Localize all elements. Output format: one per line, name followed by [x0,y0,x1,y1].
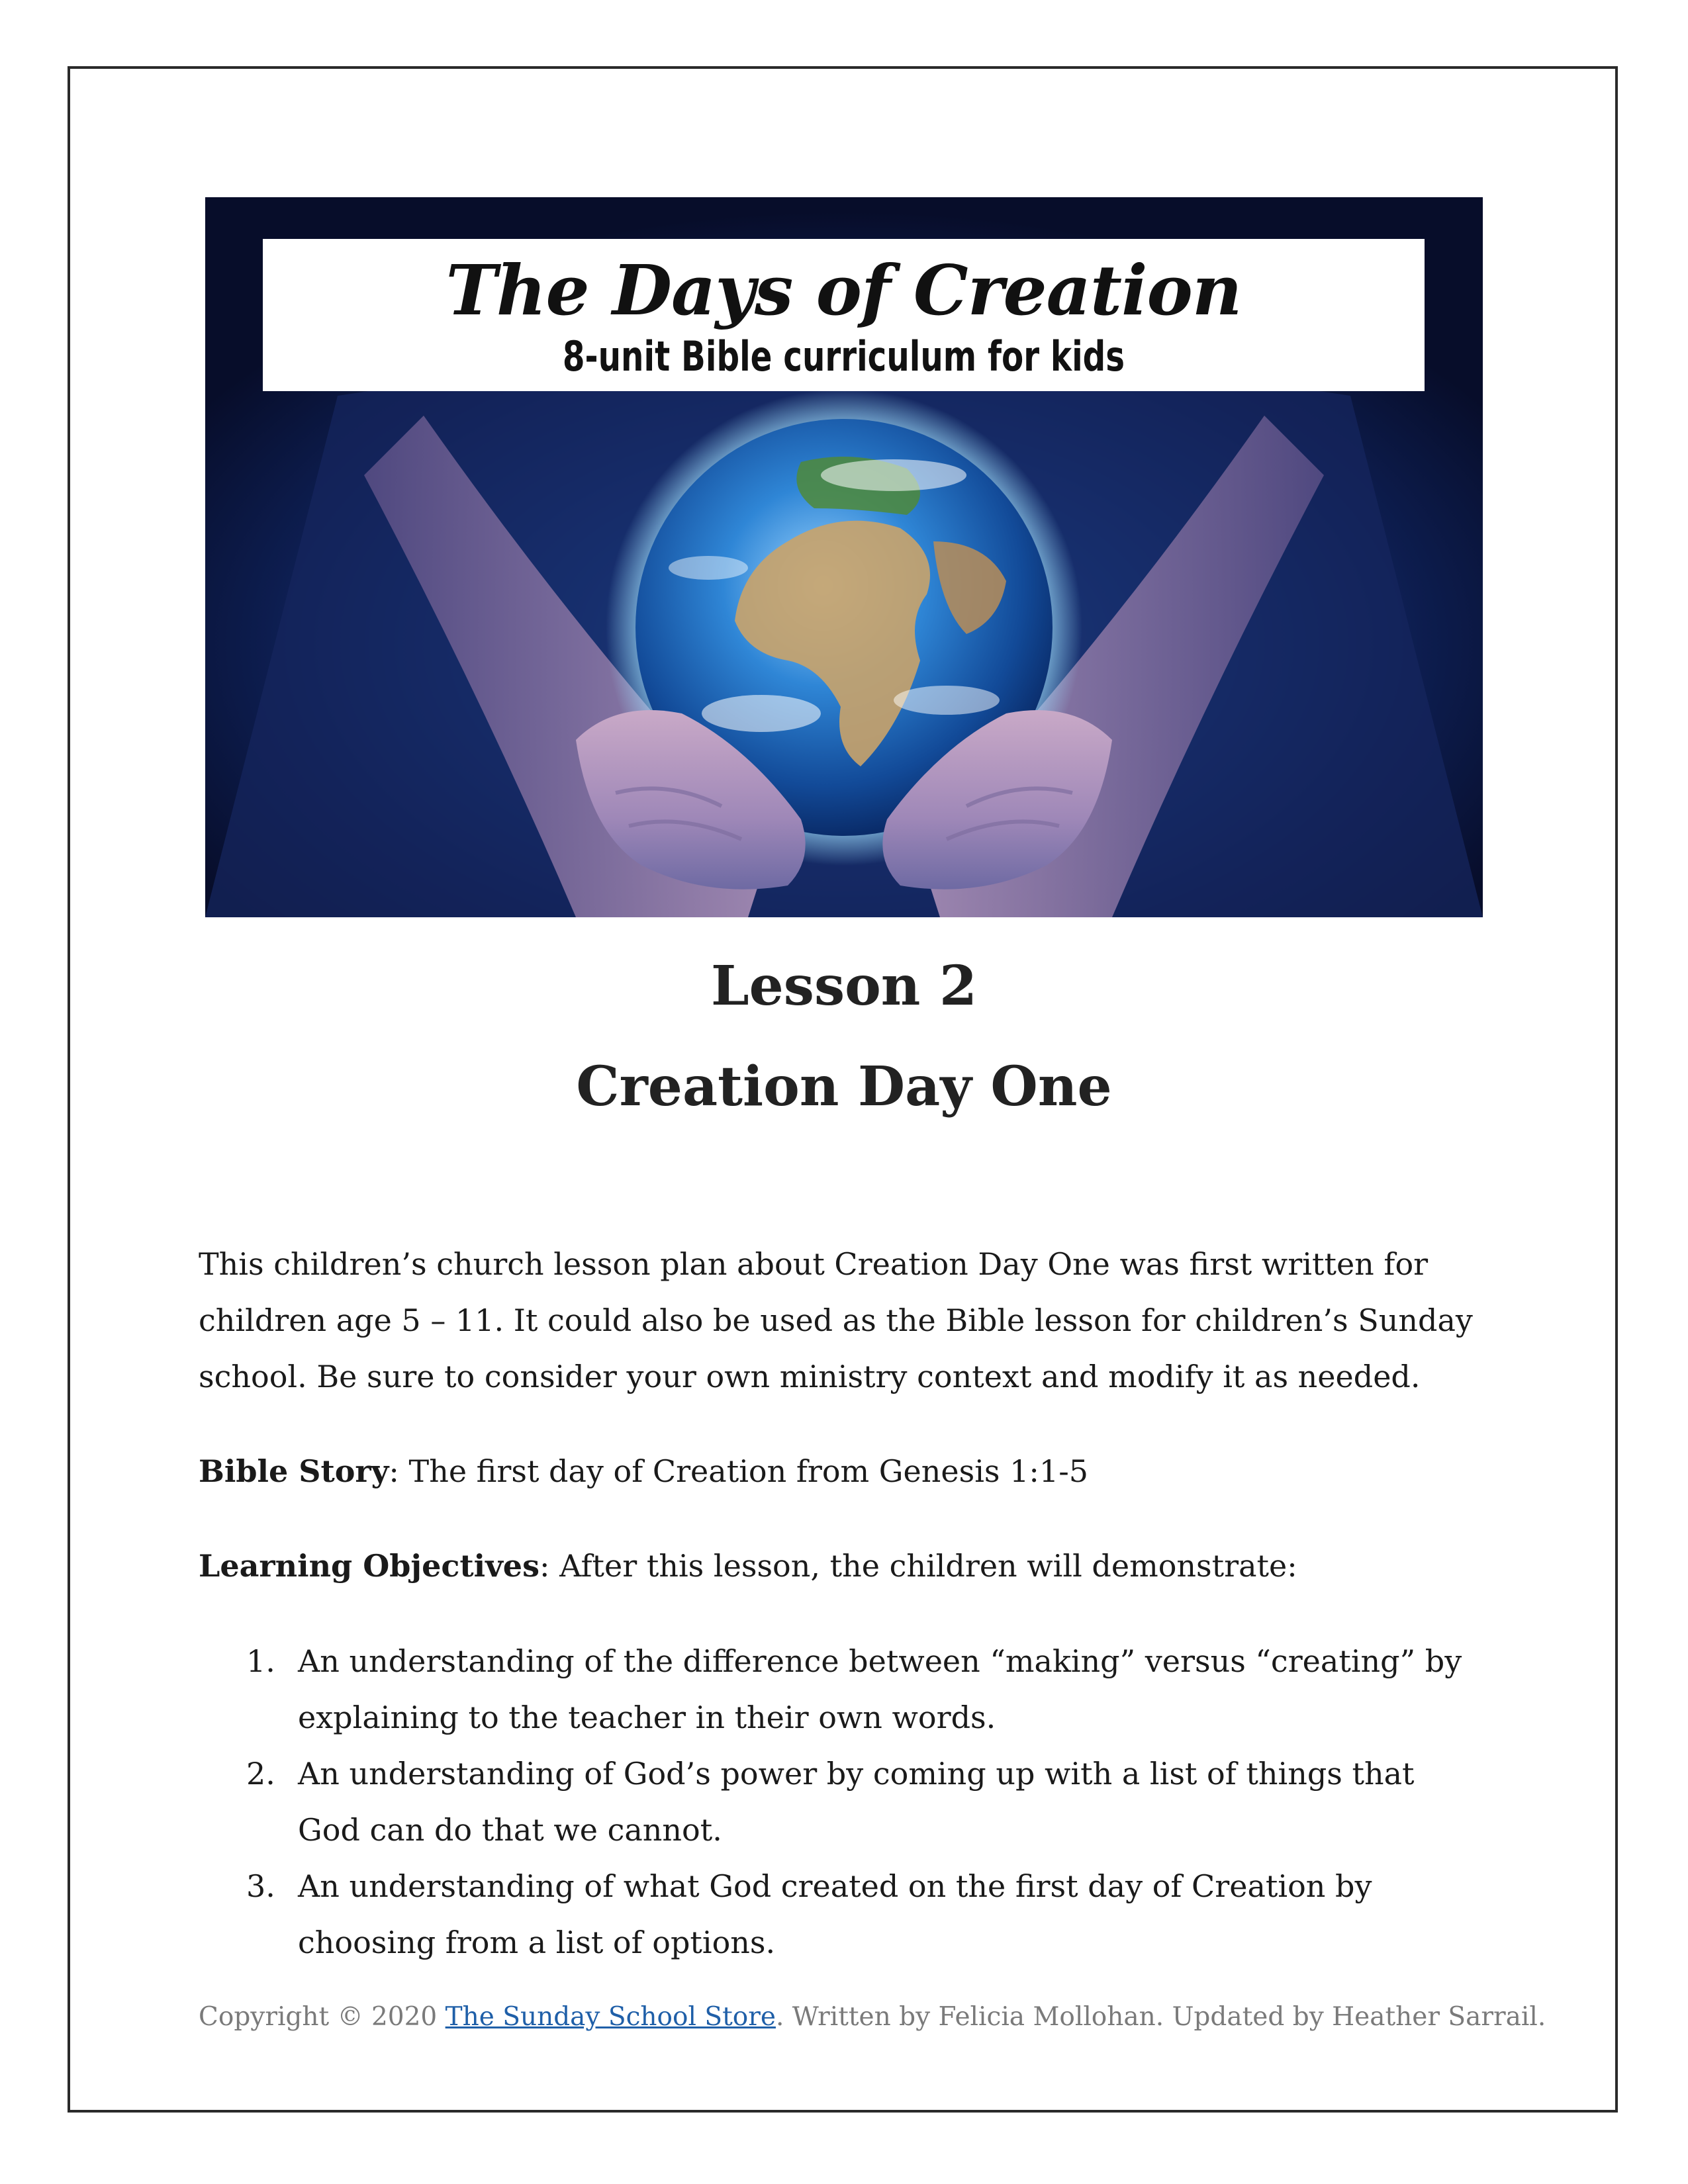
copyright-prefix: Copyright © 2020 [199,2002,445,2032]
bible-story [199,1443,1483,1500]
list-item-number: 1. [246,1643,275,1679]
hero-image [205,197,1483,917]
intro-paragraph: This children’s church lesson plan about Creation Day One was first written for children age 5 – 11. It could also be used as the Bible lesson for children’s Sunday school. Be sure to consider your own ministry context and modify it as needed. [199,1246,1473,1394]
list-item-number: 2. [246,1756,275,1792]
hero-title: The Days of Creation [445,250,1242,331]
learning-objectives-text: : After this lesson, the children will demonstrate: [539,1548,1297,1584]
list-item-text: An understanding of what God created on the first day of Creation by choosing from a list of options. [298,1868,1372,1960]
list-item [199,1633,1483,1746]
list-item-number: 3. [246,1868,275,1904]
list-item [199,1746,1483,1858]
objectives-list [199,1633,1483,1971]
learning-objectives-label: Learning Objectives [199,1548,539,1584]
learning-objectives [199,1538,1483,1594]
bible-story-text: : The first day of Creation from Genesis 1:1-5 [389,1453,1088,1489]
copyright-suffix: . Written by Felicia Mollohan. Updated by Heather Sarrail. [775,2002,1546,2032]
lesson-title: Creation Day One [576,1055,1112,1118]
list-item-text: An understanding of the difference between “making” versus “creating” by explaining to the teacher in their own words. [298,1643,1462,1735]
list-item-text: An understanding of God’s power by coming up with a list of things that God can do that we cannot. [298,1756,1415,1848]
sunday-school-store-link[interactable]: The Sunday School Store [445,2002,776,2032]
list-item [199,1858,1483,1971]
hero-subtitle: 8-unit Bible curriculum for kids [562,332,1125,381]
bible-story-label: Bible Story [199,1453,389,1489]
hero-banner [263,239,1425,391]
lesson-number: Lesson 2 [710,954,978,1018]
copyright-footer [199,1997,1546,2037]
